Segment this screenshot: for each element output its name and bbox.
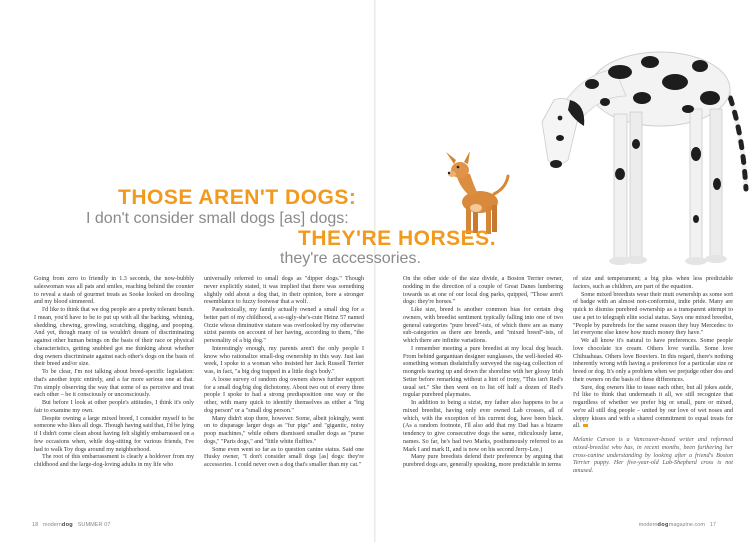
page-number-left: 18	[32, 522, 39, 528]
paragraph: Paradoxically, my family actually owned a small dog for a better part of my childhood, a so-ugly-she's-cute Heinz 57 named Ozzie whose diminutive stature was overlooked by my otherwise sizist parents on account of her having, according to them, "the personality of a big dog."	[204, 307, 364, 344]
page-gutter	[374, 0, 376, 542]
paragraph: The root of this embarrassment is clearly a holdover from my childhood and the large-dog-loving adults in my life who	[34, 454, 194, 468]
paragraph: Many pure breedists defend their preference by arguing that purebred dogs are, generally speaking, more predictable in terms	[403, 454, 563, 468]
page-number-right: 17	[709, 522, 716, 528]
paragraph: In addition to being a sizist, my father also happens to be a mixed breedist, having only ever owned Lab crosses, all of which, with the exception of his current dog, have been black. (As a random footnote, I'll also add that my Dad has a bizarre tendency to give consecutive dogs the same, ridiculously lame, names. So far, he's had two Marks, posthumously referred to as Mark I and mark II, and is now on his second Jerry-Lee.)	[403, 400, 563, 453]
issue-label: SUMMER 07	[77, 522, 111, 528]
headline-line-4: they're accessories.	[280, 250, 421, 267]
paragraph: Many didn't stop there, however. Some, albeit jokingly, went on to disparage larger dogs as "fur pigs" and "gigantic, noisy poop machines," while others dismissed smaller dogs as "purse dogs," "Paris dogs," and "little white fluffies."	[204, 415, 364, 445]
paragraph: Some mixed breedists wear their mutt ownership as some sort of badge with an almost non-conformist, indie pride. Many are quick to dismiss purebred ownership as a transparent attempt to use a pet to telegraph elite social status. Says one mixed breedist, "People by purebreds for the same reason they buy Mercedes: to let everyone else know how much money they have."	[573, 291, 733, 337]
paragraph: Going from zero to friendly in 1.3 seconds, the now-bubbly saleswoman was all pats and smiles, reaching behind the counter to reveal a stash of gourmet treats as Sooke looked on drooling and my blood simmered.	[34, 276, 194, 306]
paragraph: Despite owning a large mixed breed, I consider myself to be someone who likes all dogs. Though having said that, I'd be lying if I didn't come clean about having felt slightly embarrassed on a few occasions when, while dog-sitting for various friends, I've had to walk Toy dogs around my neighborhood.	[34, 415, 194, 453]
chihuahua-photo	[440, 152, 512, 238]
paragraph-text: Sure, dog owners like to tease each other, but all jokes aside, I'd like to think that underneath it all, we still recognize that regardless of whether we prefer big or small, pure or mixed, we're all still dog people – united by our love of wet noses and sloppy kisses and with a shared commitment to equal treats for all.	[573, 384, 733, 430]
paragraph: But before I look at other people's attitudes, I think it's only fair to examine my own.	[34, 400, 194, 414]
paragraph: I'd like to think that we dog people are a pretty tolerant bunch. I mean, you'd have to be to put up with all the barking, whining, shedding, chewing, growling, scratching, digging, and pooping. And yet, though many of us wouldn't dream of discriminating against other human beings on the basis of their race or physical characteristics, getting snubbed got me thinking about whether dog owners discriminate against each other's dogs on the basis of their breed and/or size.	[34, 307, 194, 368]
great-dane-photo	[510, 14, 750, 274]
paragraph-end	[573, 385, 733, 432]
site-prefix: modern	[638, 522, 658, 528]
paragraph: Like size, breed is another common bias for certain dog owners, with breedist sentiment typically falling into one of two general categories "pure breed"-ists, of which there are as many sub-categories as there are breeds, and "mixed breed"-ists, of which there are infinite variations.	[403, 307, 563, 344]
paragraph: Interestingly enough, my parents aren't the only people I know who rationalize small-dog ownership in this way. Just last week, I spoke to a woman who insisted her Jack Russell Terrier was, in fact, "a big dog trapped in a little dog's body."	[204, 345, 364, 375]
paragraph: To be clear, I'm not talking about breed-specific legislation: that's another topic entirely, and a far more serious one at that. I'm simply observing the way that some of us perceive and treat each other – be it consciously or unconsciously.	[34, 369, 194, 399]
paragraph: I remember meeting a pure breedist at my local dog beach. From behind gargantuan designer sunglasses, the well-heeled 40-something woman disdainfully surveyed the rag-tag collection of mongrels tearing up and down the shoreline with her glossy Irish Setter before remarking without a hint of irony, "This isn't Red's usual set." She then went on to list off half a dozen of Red's regular purebred playmates.	[403, 345, 563, 399]
headline-line-1: THOSE AREN'T DOGS:	[118, 186, 357, 209]
brand-prefix: modern	[42, 522, 62, 528]
footer-right	[639, 522, 716, 528]
website-url	[639, 522, 706, 528]
paragraph: A loose survey of random dog owners shows further support for a small dog/big dog dichotomy. About two out of every three people I spoke to had a strong predisposition one way or the other, with many quick to identify themselves as either a "big dog person" or a "small dog person."	[204, 376, 364, 414]
paragraph: universally referred to small dogs as "dipper dogs." Though never explicitly stated, it was implied that there was something slightly odd about a dog that, in their opinion, bore a stronger resemblance to fuzzy footwear that a wolf.	[204, 276, 364, 306]
author-bio: Melanie Carson is a Vancouver-based writer and reformed mixed-breedist who has, in recent months, been furthering her cross-canine understanding by looking after a friend's Boston Terrier puppy. Her five-year-old Lab-Shepherd cross is not amused.	[573, 437, 733, 474]
brand-bold: dog	[61, 522, 74, 528]
paragraph: On the other side of the size divide, a Boston Terrier owner, nodding in the direction of a couple of Great Danes lumbering towards us at one of our local dog parks, quipped, "Those aren't dogs: they're horses."	[403, 276, 563, 306]
paragraph: We all know it's natural to have preferences. Some people love chocolate ice cream. Others love vanilla. Some love Chihuahuas. Others love Bouviers. In this regard, there's nothing inherently wrong with having a preference for a particular size or breed or dog. It's only a problem when we prejudge other dos and their owners on the basis of these differences.	[573, 338, 733, 383]
body-column-1	[34, 276, 194, 470]
paragraph: Some even went so far as to question canine status. Said one Husky owner, "I don't consider small dogs [as] dogs: they're accessories. I could never own a dog that's smaller than my cat."	[204, 446, 364, 468]
body-column-2	[204, 276, 364, 470]
site-suffix: magazine.com	[668, 522, 706, 528]
body-column-4	[573, 276, 733, 476]
site-bold: dog	[657, 522, 669, 528]
brand-name-left	[43, 522, 73, 528]
paragraph: of size and temperament; a big plus when less predictable factors, such as children, are part of the equation.	[573, 276, 733, 290]
headline-line-3: THEY'RE HORSES.	[298, 227, 497, 250]
body-column-3	[403, 276, 563, 470]
footer-left	[32, 522, 110, 528]
end-mark-icon	[583, 424, 588, 427]
headline-line-2: I don't consider small dogs [as] dogs:	[86, 210, 349, 227]
